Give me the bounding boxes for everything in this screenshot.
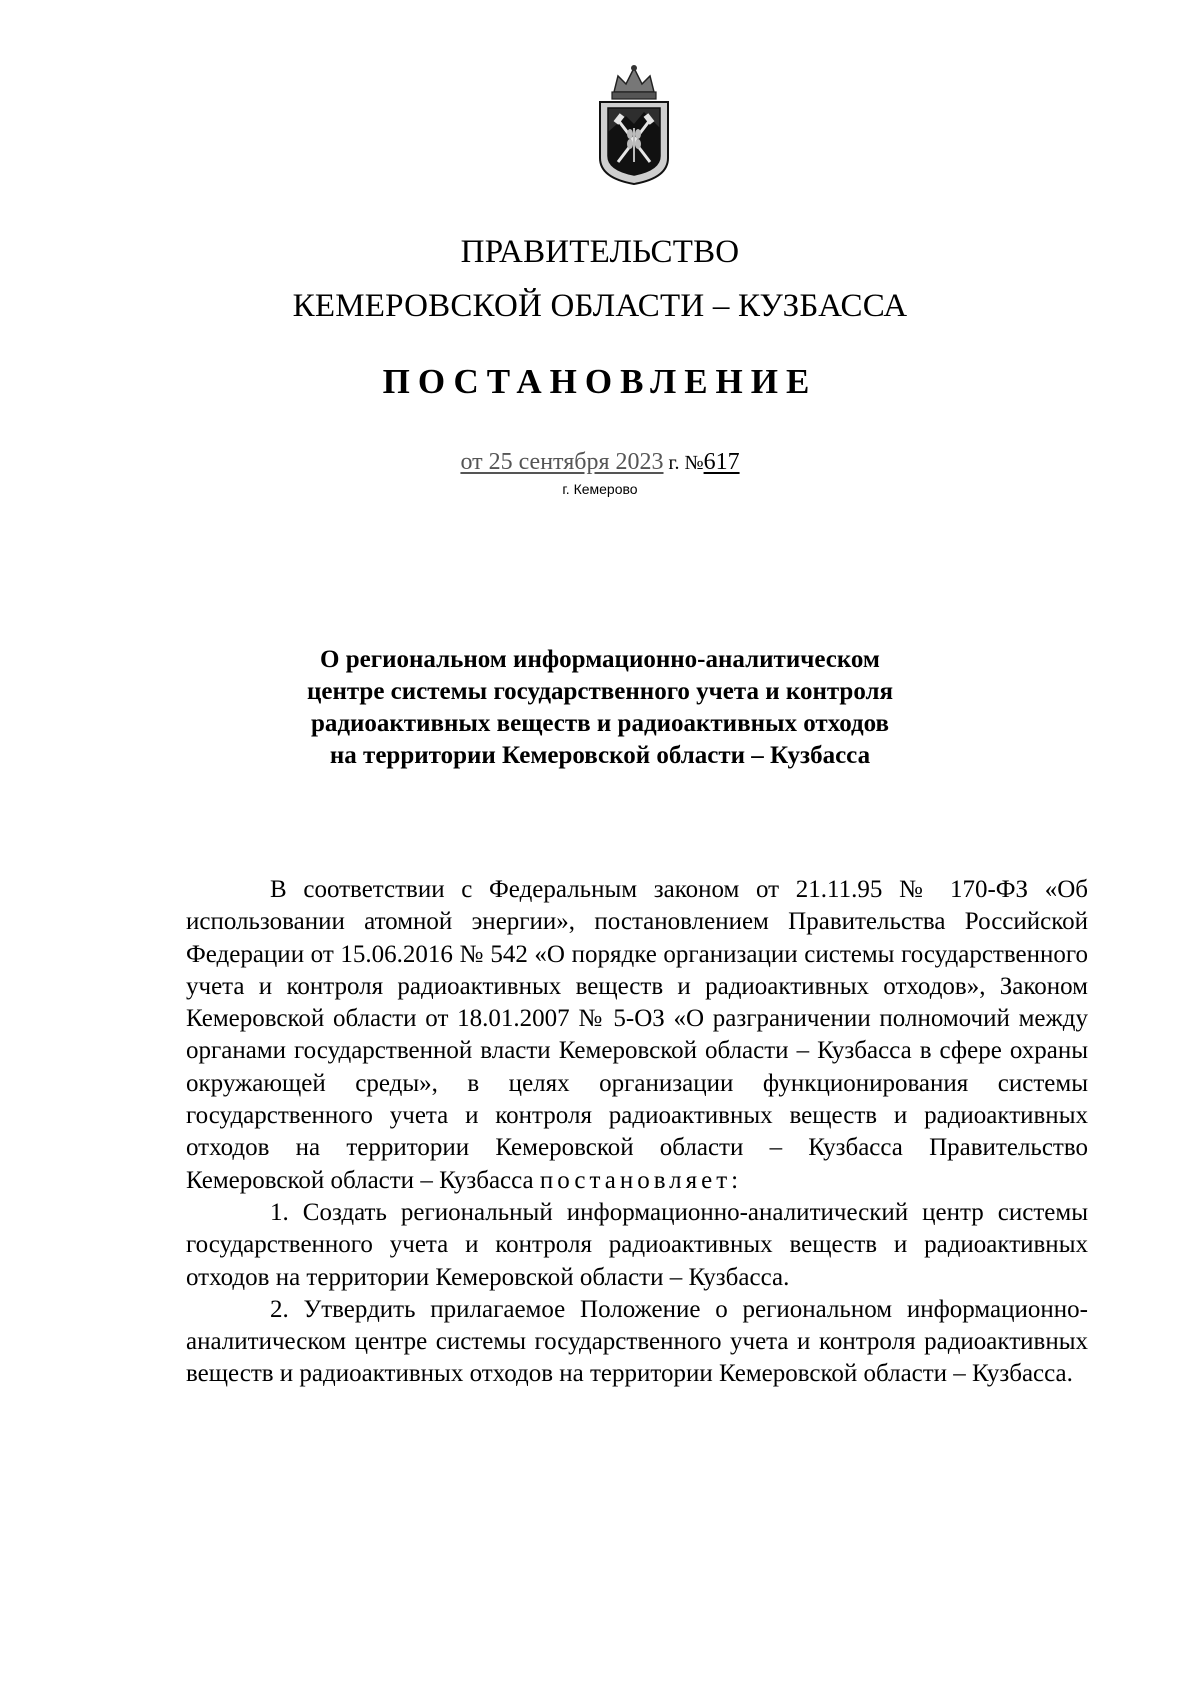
item-2-paragraph: 2. Утвердить прилагаемое Положение о региональном информационно-аналитическом центре системы государственного учета и контроля радиоактивных веществ и радиоактивных отходов на территории Кемеровской области – Кузбасса. (186, 1295, 1088, 1388)
date-and-number (0, 448, 1200, 477)
title-line: радиоактивных веществ и радиоактивных отходов (310, 710, 890, 737)
document-date: от 25 сентября 2023 (460, 449, 664, 475)
preamble-text: В соответствии с Федеральным законом от 21.11.95 № 170-ФЗ «Об использовании атомной энергии», постановлением Правительства Российской Федерации от 15.06.2016 № 542 «О порядке организации системы государственного учета и контроля радиоактивных веществ и радиоактивных отходов», Законом Кемеровской области от 18.01.2007 № 5-ОЗ «О разграничении полномочий между органами государственной власти Кемеровской области – Кузбасса в сфере охраны окружающей среды», в целях организации функционирования системы государственного учета и контроля радиоактивных веществ и радиоактивных отходов на территории Кемеровской области – Кузбасса Правительство Кемеровской области – Кузбасса (186, 876, 1088, 1194)
title-line: на территории Кемеровской области – Кузбасса (329, 742, 871, 769)
resolves-word: постановляет: (539, 1166, 743, 1194)
title-line: О региональном информационно-аналитическом (320, 646, 880, 673)
government-name-line-1: ПРАВИТЕЛЬСТВО (460, 234, 740, 270)
document-type-heading: ПОСТАНОВЛЕНИЕ (382, 362, 818, 401)
document-number: 617 (703, 449, 740, 475)
item-1-paragraph: 1. Создать региональный информационно-аналитический центр системы государственного учета и контроля радиоактивных веществ и радиоактивных отходов на территории Кемеровской области – Кузбасса. (186, 1198, 1088, 1291)
title-line: центре системы государственного учета и контроля (306, 678, 894, 705)
city-name: г. Кемерово (562, 481, 638, 497)
government-name-line-2: КЕМЕРОВСКОЙ ОБЛАСТИ – КУЗБАССА (292, 288, 908, 324)
number-sign: № (684, 452, 704, 474)
resolution-title (250, 644, 950, 772)
resolution-body (186, 874, 1088, 1391)
kuzbass-coat-of-arms-icon (592, 62, 676, 186)
preamble-paragraph (186, 874, 1088, 1197)
year-suffix: г. (668, 452, 680, 474)
